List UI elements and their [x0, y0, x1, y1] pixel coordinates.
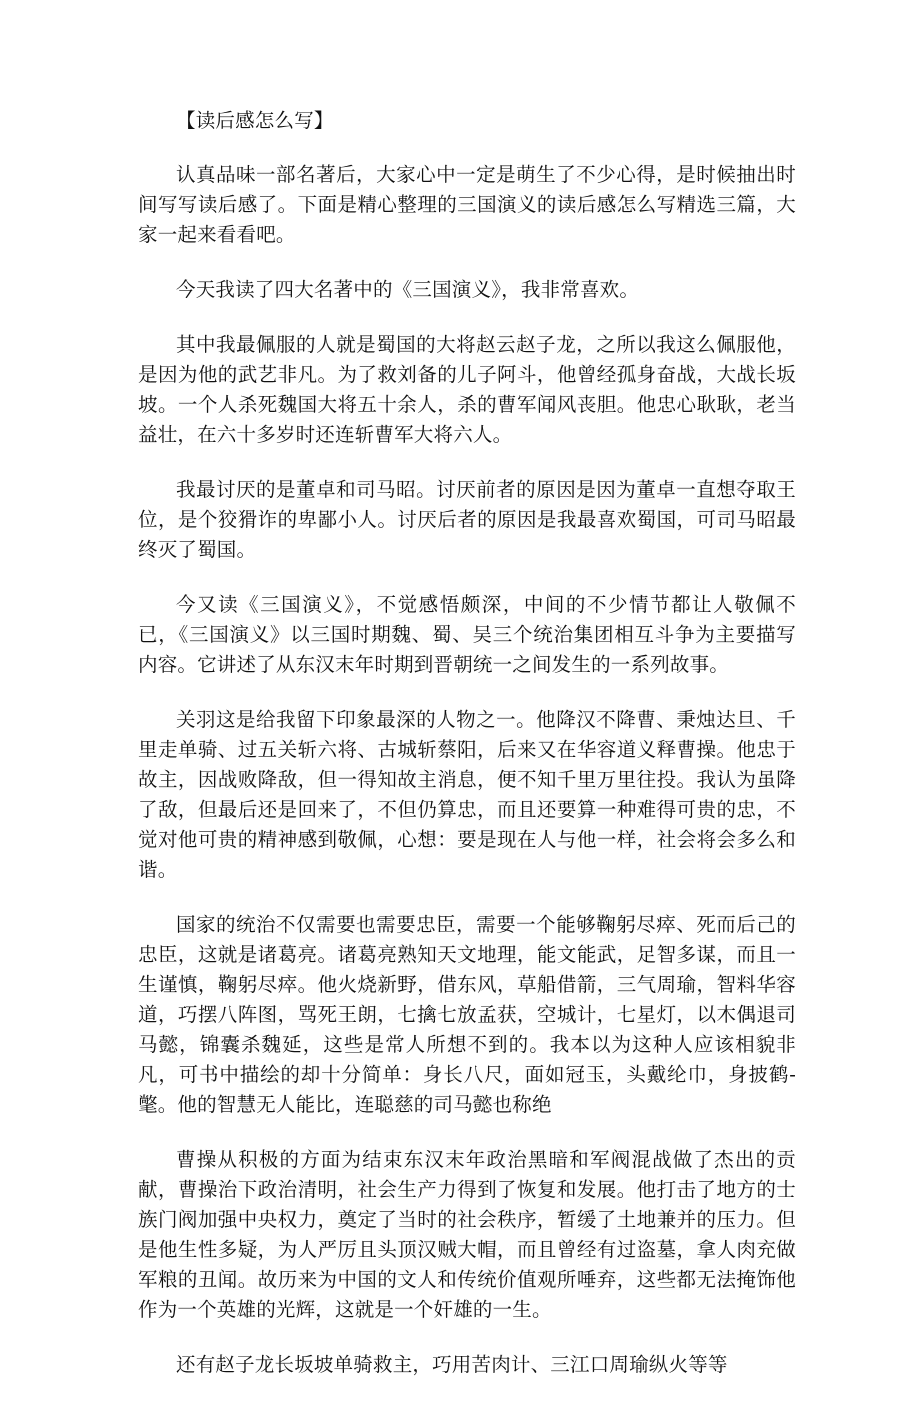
paragraph: 曹操从积极的方面为结束东汉末年政治黑暗和军阀混战做了杰出的贡献，曹操治下政治清明，社会生产力得到了恢复和发展。他打击了地方的士族门阀加强中央权力，奠定了当时的社会秩序，暂缓了土地兼并的压力。但是他生性多疑，为人严厉且头顶汉贼大帽，而且曾经有过盗墓，拿人肉充做军粮的丑闻。故历来为中国的文人和传统价值观所唾弃，这些都无法掩饰他作为一个英雄的光辉，这就是一个奸雄的一生。: [138, 1148, 796, 1321]
paragraph: 还有赵子龙长坂坡单骑救主，巧用苦肉计、三江口周瑜纵火等等: [176, 1353, 728, 1376]
paragraph: 国家的统治不仅需要也需要忠臣，需要一个能够鞠躬尽瘁、死而后己的忠臣，这就是诸葛亮。诸葛亮熟知天文地理，能文能武，足智多谋，而且一生谨慎，鞠躬尽瘁。他火烧新野，借东风，草船借箭，三气周瑜，智料华容道，巧摆八阵图，骂死王朗，七擒七放孟获，空城计，七星灯，以木偶退司马懿，锦囊杀魏延，这些是常人所想不到的。我本以为这种人应该相貌非凡，可书中描绘的却十分简单：身长八尺，面如冠玉，头戴纶巾，身披鹤-氅。他的智慧无人能比，连聪慈的司马懿也称绝: [138, 913, 796, 1116]
paragraph: 其中我最佩服的人就是蜀国的大将赵云赵子龙，之所以我这么佩服他，是因为他的武艺非凡。为了救刘备的儿子阿斗，他曾经孤身奋战，大战长坂坡。一个人杀死魏国大将五十余人，杀的曹军闻风丧胆。他忠心耿耿，老当益壮，在六十多岁时还连斩曹军大将六人。: [138, 333, 796, 446]
document-title: 【读后感怎么写】: [176, 109, 334, 132]
paragraph-intro: 认真品味一部名著后，大家心中一定是萌生了不少心得，是时候抽出时间写写读后感了。下面是精心整理的三国演义的读后感怎么写精选三篇，大家一起来看看吧。: [138, 163, 796, 246]
document-body: [138, 106, 796, 1405]
paragraph: 今天我读了四大名著中的《三国演义》，我非常喜欢。: [176, 278, 640, 301]
paragraph: 今又读《三国演义》，不觉感悟颇深，中间的不少情节都让人敬佩不已，《三国演义》以三国时期魏、蜀、吴三个统治集团相互斗争为主要描写内容。它讲述了从东汉末年时期到晋朝统一之间发生的一系列故事。: [138, 593, 796, 676]
paragraph: 关羽这是给我留下印象最深的人物之一。他降汉不降曹、秉烛达旦、千里走单骑、过五关斩六将、古城斩蔡阳，后来又在华容道义释曹操。他忠于故主，因战败降敌，但一得知故主消息，便不知千里万里往投。我认为虽降了敌，但最后还是回来了，不但仍算忠，而且还要算一种难得可贵的忠，不觉对他可贵的精神感到敬佩，心想：要是现在人与他一样，社会将会多么和谐。: [138, 708, 796, 881]
paragraph: 我最讨厌的是董卓和司马昭。讨厌前者的原因是因为董卓一直想夺取王位，是个狡猾诈的卑鄙小人。讨厌后者的原因是我最喜欢蜀国，可司马昭最终灭了蜀国。: [138, 478, 796, 561]
